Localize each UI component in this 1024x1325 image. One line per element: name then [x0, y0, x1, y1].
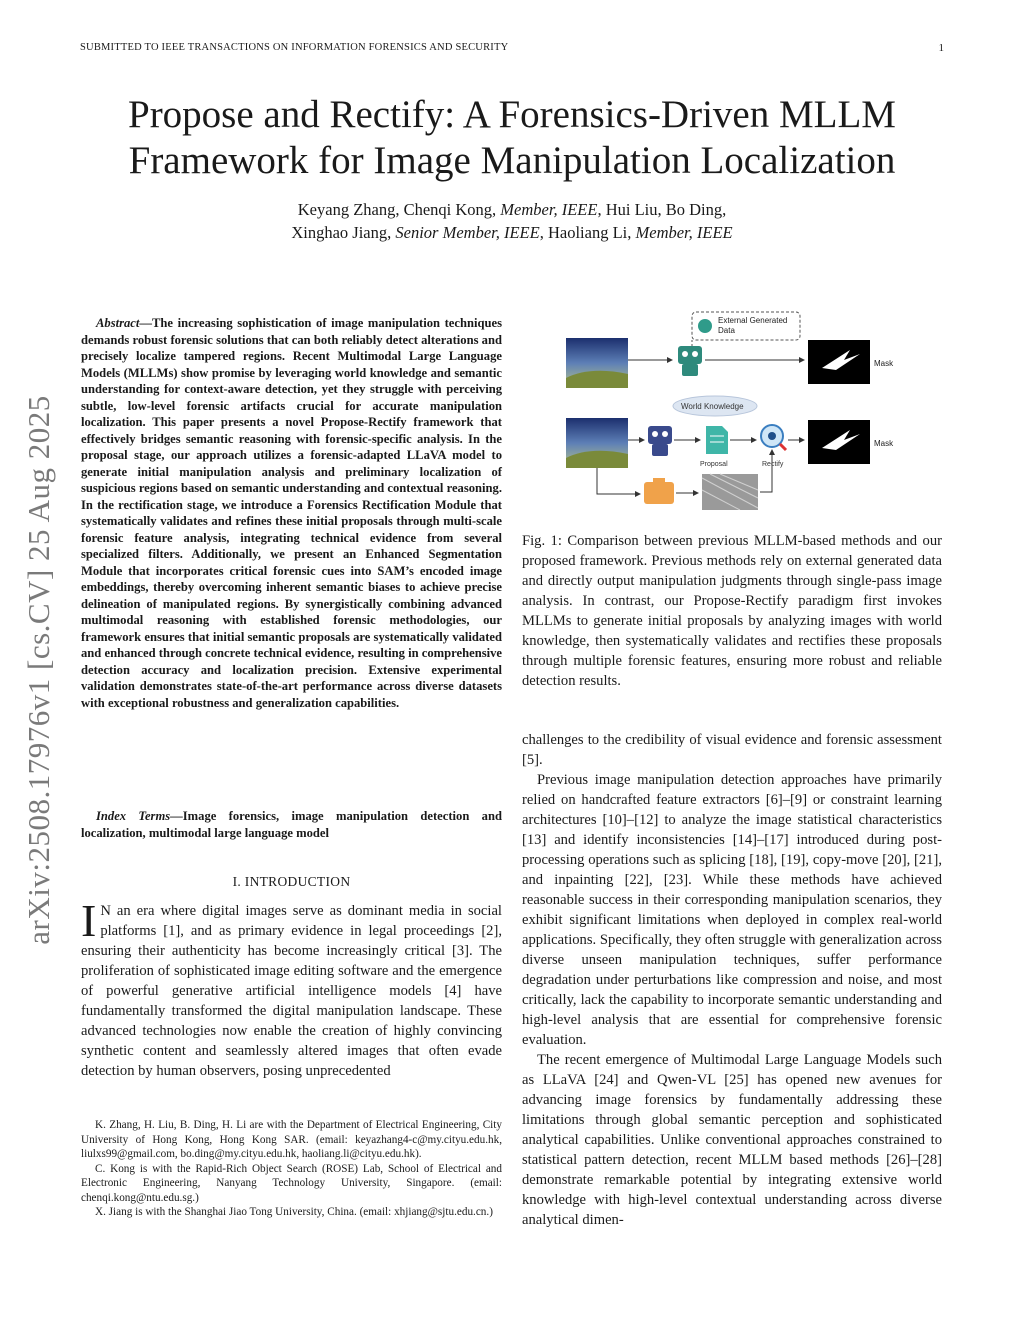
external-label-2: Data	[718, 326, 735, 335]
robot-icon-bottom	[648, 426, 672, 456]
index-terms-text: —Image forensics, image manipulation detection and localization, multimodal large language model	[81, 809, 502, 840]
toolbox-icon	[644, 478, 674, 504]
footnote: C. Kong is with the Rapid-Rich Object Search (ROSE) Lab, School of Electrical and Electronic Engineering, Nanyang Technology University, Singapore. (email: chenqi.kong@ntu.edu.sg.)	[81, 1162, 502, 1204]
author-names-2: , Hui Liu, Bo Ding,	[597, 200, 727, 219]
affiliation-footnotes	[81, 1118, 502, 1220]
index-terms-label: Index Terms	[96, 809, 171, 823]
author-names-3: Xinghao Jiang,	[291, 223, 396, 242]
rectify-magnifier-icon	[761, 425, 786, 450]
rectify-label: Rectify	[762, 461, 784, 468]
robot-icon-top	[678, 346, 702, 376]
mask-label-bottom: Mask	[874, 439, 894, 448]
author-names-1: Keyang Zhang, Chenqi Kong,	[297, 200, 501, 219]
arxiv-sidebar	[14, 370, 64, 970]
figure-caption: Fig. 1: Comparison between previous MLLM-based methods and our proposed framework. Previous methods rely on external generated data and directly output manipulation judgments through single-pass image analysis. In contrast, our Propose-Rectify paradigm first invokes MLLMs to generate initial proposals by analyzing images with world knowledge, then systematically validates and rectifies these proposals through multiple forensic features, ensuring more robust and reliable detection results.	[522, 533, 942, 689]
section-numeral: I.	[232, 874, 245, 889]
introduction-text: N an era where digital images serve as dominant media in social platforms [1], and as primary evidence in legal proceedings [2], ensuring their authenticity has become increasingly critical [3]. The proliferation of sophisticated image editing software and the emergence of powerful generative artificial intelligence models [4] have fundamentally transformed the digital manipulation landscape. These advanced technologies now enable the creation of highly convincing synthetic content and seamlessly altered images that often evade detection by human observers, posing unprecedented	[81, 903, 502, 1079]
title-line-1: Propose and Rectify: A Forensics-Driven MLLM	[128, 93, 896, 136]
right-column-body	[522, 730, 942, 1230]
author-list	[150, 198, 874, 244]
section-first-letter: I	[244, 874, 250, 889]
title-line-2: Framework for Image Manipulation Localization	[128, 139, 896, 182]
external-label: External Generated	[718, 316, 788, 325]
paper-title	[60, 92, 964, 184]
abstract-label: Abstract	[96, 316, 140, 330]
body-paragraph: The recent emergence of Multimodal Large Language Models such as LLaVA [24] and Qwen-VL [25] has opened new avenues for advancing image forensics by fundamentally addressing these limitations through global semantic perception and sophisticated analytical capabilities. Unlike conventional approaches constrained to statistical pattern detection, recent MLLM based methods [26]–[28] demonstrate remarkable potential by integrating extensive world knowledge with high-level contextual understanding across diverse analytical dimen-	[522, 1052, 942, 1228]
body-paragraph: Previous image manipulation detection approaches have primarily relied on handcrafted feature extractors [6]–[9] or constraint learning architectures [10]–[12] to analyze the image statistical characteristics [13] and identify inconsistencies [14]–[17] introduced during post-processing operations such as splicing [18], [19], copy-move [20], [21], and inpainting [22], [23]. While these methods have achieved reasonable success in their corresponding manipulation scenarios, they exhibit significant limitations when deployed in complex real-world applications. Specifically, they often struggle with generalization across diverse unseen manipulation techniques, suffer performance degradation under perturbations like compression and noise, and most critically, lack the capability to incorporate semantic understanding and high-level analysis that are essential for comprehensive forensic evaluation.	[522, 772, 942, 1048]
figure-diagram	[560, 308, 905, 510]
mask-label-top: Mask	[874, 359, 894, 368]
world-knowledge-label: World Knowledge	[681, 402, 744, 411]
page-number: 1	[938, 42, 944, 54]
author-role: Member, IEEE	[635, 223, 733, 242]
figure-1	[560, 308, 905, 510]
chatgpt-icon	[698, 319, 712, 333]
arxiv-identifier: arXiv:2508.17976v1 [cs.CV] 25 Aug 2025	[21, 395, 56, 945]
author-names-4: , Haoliang Li,	[539, 223, 636, 242]
running-head: SUBMITTED TO IEEE TRANSACTIONS ON INFORMATION FORENSICS AND SECURITY	[80, 42, 509, 53]
abstract	[81, 315, 502, 711]
author-role: Member, IEEE	[500, 200, 598, 219]
proposal-label: Proposal	[700, 461, 728, 468]
section-heading	[81, 874, 502, 890]
body-paragraph: challenges to the credibility of visual evidence and forensic assessment [5].	[522, 732, 942, 768]
section-title-rest: NTRODUCTION	[249, 874, 351, 889]
proposal-document-icon	[706, 426, 728, 454]
footnote: K. Zhang, H. Liu, B. Ding, H. Li are with the Department of Electrical Engineering, City University of Hong Kong, Hong Kong SAR. (email: keyazhang4-c@my.cityu.edu.hk, liulxs99@gmail.com, bo.ding@my.cityu.edu.hk, haoliang.li@cityu.edu.hk).	[81, 1119, 502, 1160]
drop-cap: I	[81, 895, 97, 946]
footnote: X. Jiang is with the Shanghai Jiao Tong University, China. (email: xhjiang@sjtu.edu.cn.)	[95, 1206, 493, 1218]
index-terms	[81, 808, 502, 841]
introduction-paragraph	[81, 895, 502, 1081]
abstract-text: —The increasing sophistication of image manipulation techniques demands robust forensic solutions that can both reliably detect alterations and precisely localize tampered regions. Recent Multimodal Large Language Models (MLLMs) show promise by leveraging world knowledge and semantic understanding for context-aware detection, yet they struggle with perceiving subtle, low-level forensic artifacts crucial for accurate manipulation localization. This paper presents a novel Propose-Rectify framework that effectively bridges semantic reasoning with forensic-specific analysis. In the proposal stage, our approach utilizes a forensic-adapted LLaVA model to generate initial manipulation analysis and preliminary localization of suspicious regions based on semantic understanding and contextual reasoning. In the rectification stage, we introduce a Forensics Rectification Module that systematically validates and refines these initial proposals through multi-scale forensic feature analysis, integrating technical evidence from several specialized filters. Additionally, we present an Enhanced Segmentation Module that incorporates critical forensic cues into SAM’s encoded image embeddings, thereby overcoming inherent semantic biases to achieve precise delineation of manipulated regions. By synergistically combining advanced multimodal reasoning with established forensic methodologies, our framework ensures that initial semantic proposals are systematically validated and enhanced through concrete technical evidence, resulting in comprehensive detection accuracy and localization precision. Extensive experimental validation demonstrates state-of-the-art performance across diverse datasets with exceptional robustness and generalization capabilities.	[81, 316, 502, 710]
author-role: Senior Member, IEEE	[395, 223, 540, 242]
